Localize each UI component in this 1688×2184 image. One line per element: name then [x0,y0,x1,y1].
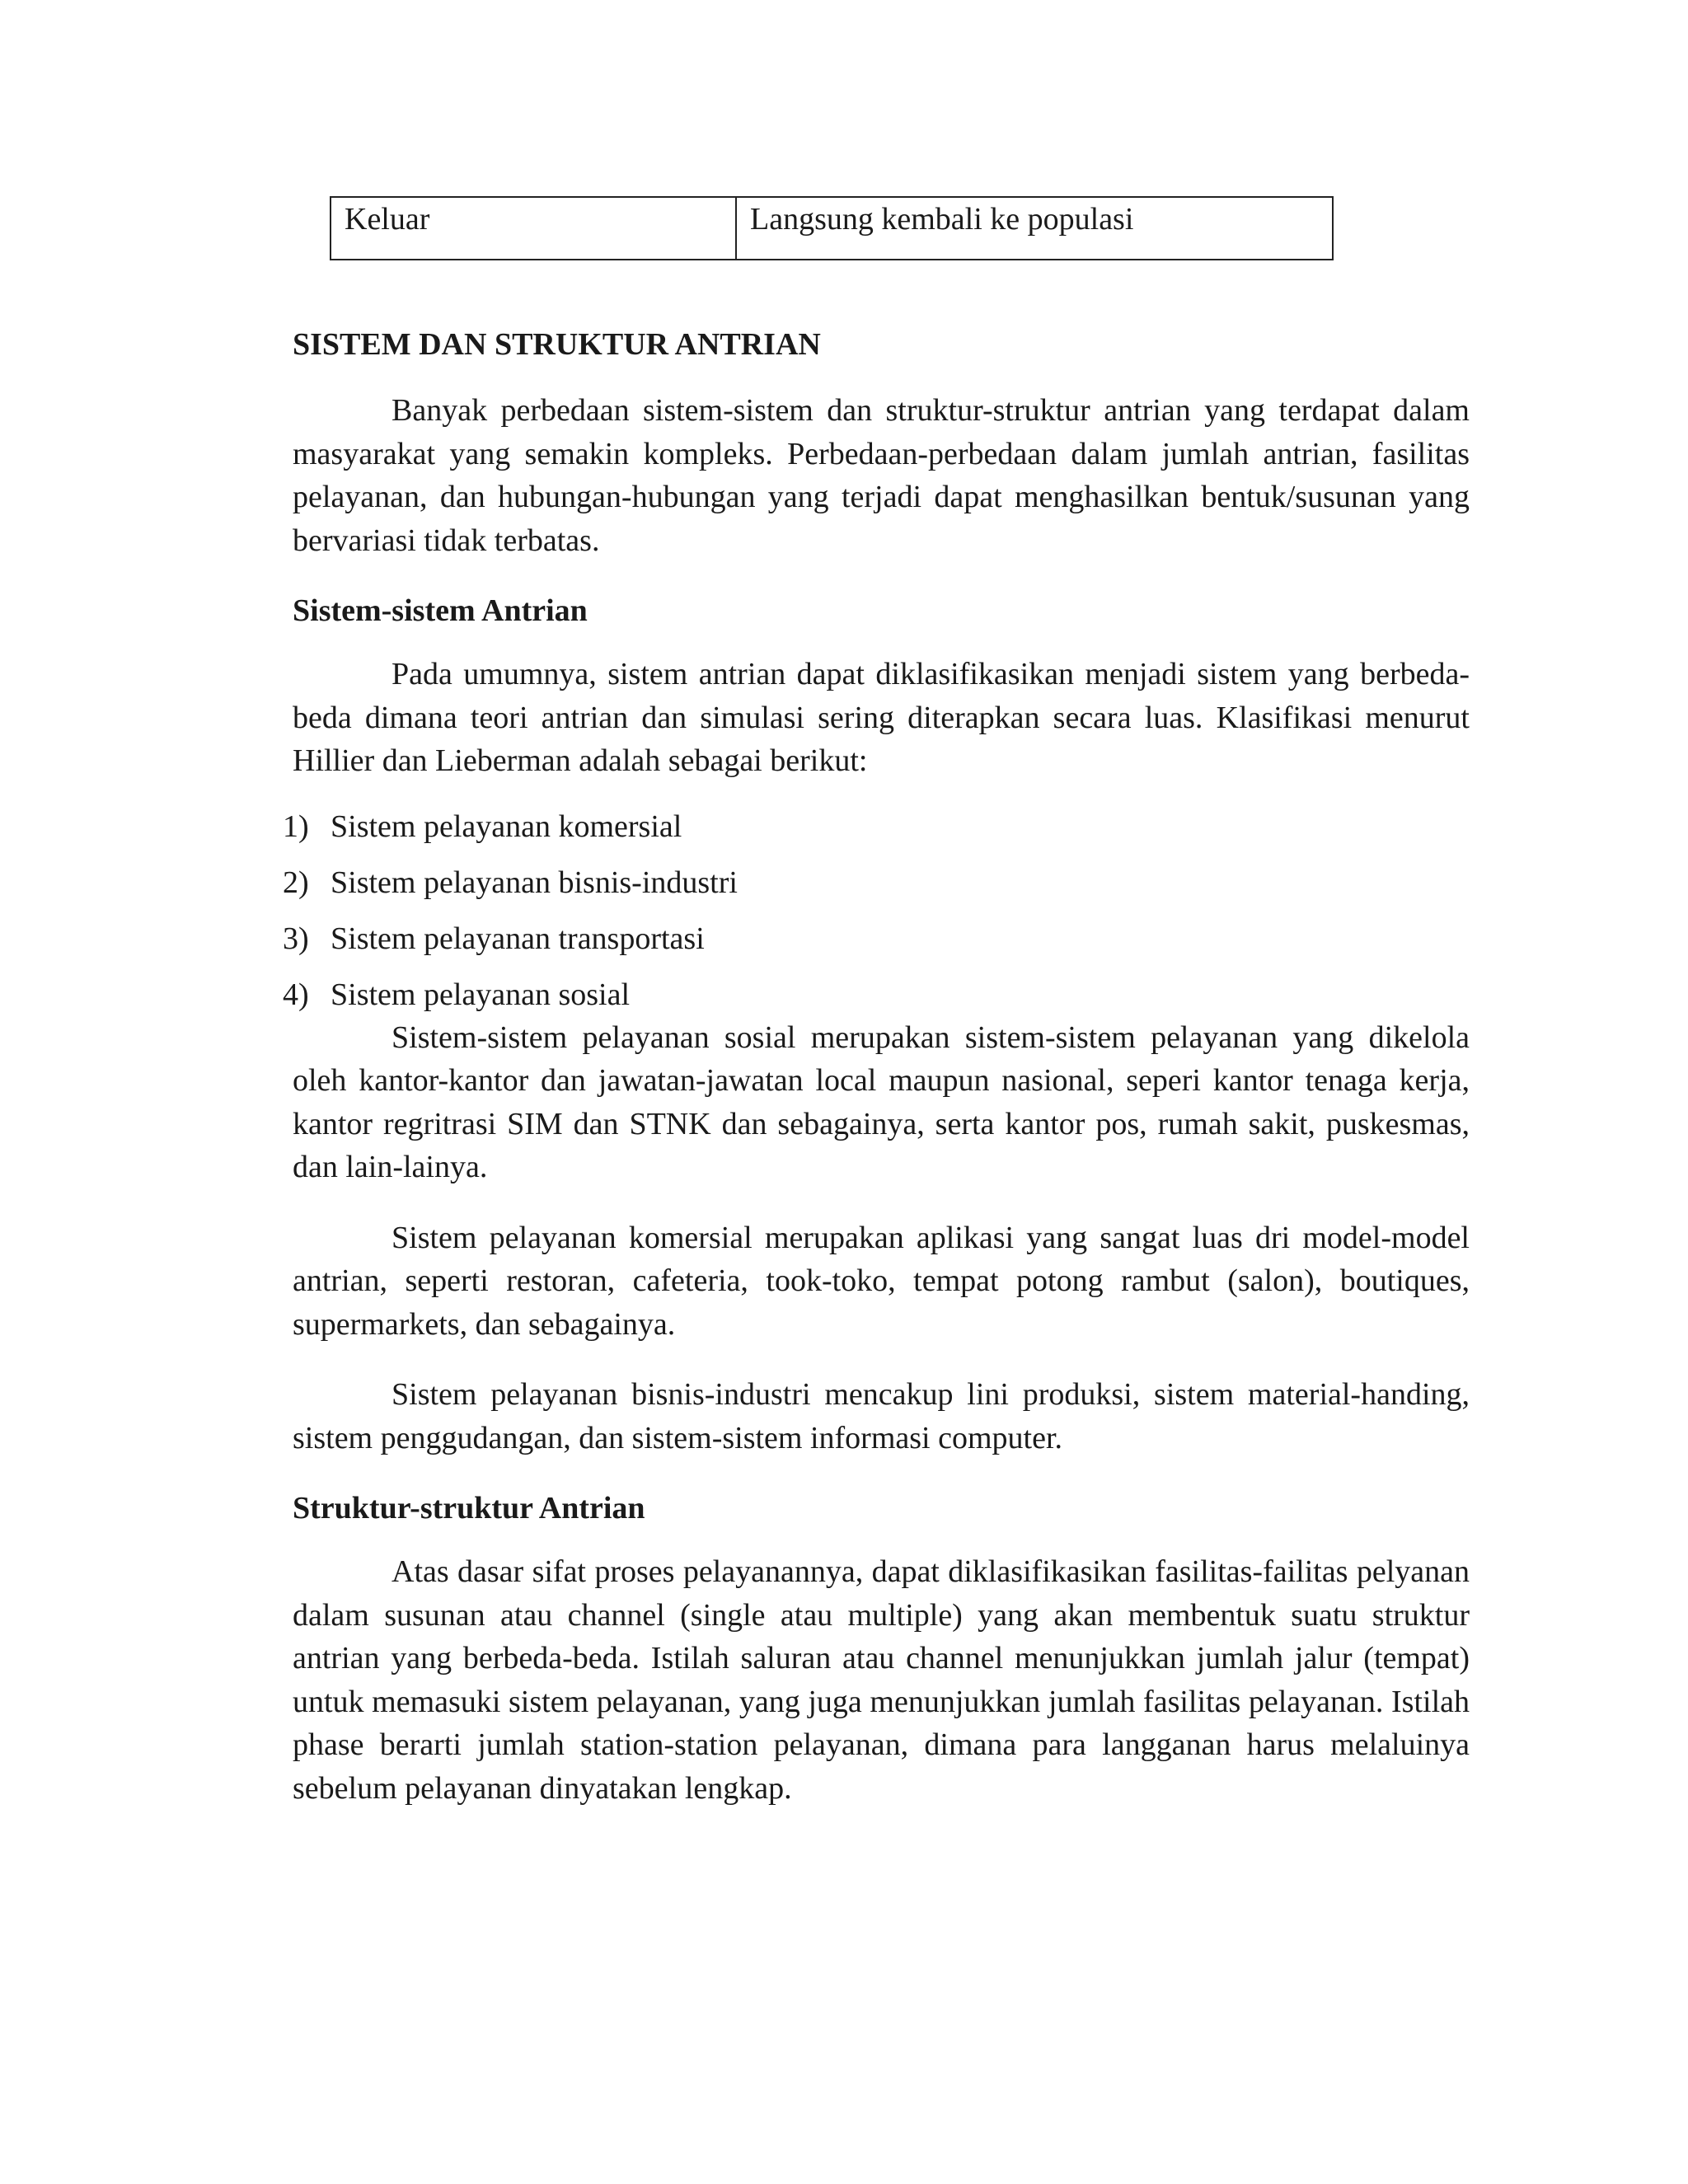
table-row [331,197,1333,260]
list-text: Sistem pelayanan bisnis-industri [331,865,738,900]
paragraph-sistem: Pada umumnya, sistem antrian dapat diklasifikasikan menjadi sistem yang berbeda-beda dimana teori antrian dan simulasi sering diterapkan secara luas. Klasifikasi menurut Hillier dan Lieberman adalah sebagai berikut: [293,657,1470,778]
paragraph-intro: Banyak perbedaan sistem-sistem dan struktur-struktur antrian yang terdapat dalam masyarakat yang semakin kompleks. Perbedaan-perbedaan dalam jumlah antrian, fasilitas pelayanan, dan hubungan-hubungan yang terjadi dapat menghasilkan bentuk/susunan yang bervariasi tidak terbatas. [293,393,1470,558]
paragraph-bisnis: Sistem pelayanan bisnis-industri mencakup lini produksi, sistem material-handing, sistem penggudangan, dan sistem-sistem informasi computer. [293,1377,1470,1455]
list-number: 4) [283,977,309,1012]
list-item [283,917,1470,960]
subsection-heading-sistem: Sistem-sistem Antrian [293,593,588,628]
paragraph-komersial: Sistem pelayanan komersial merupakan aplikasi yang sangat luas dri model-model antrian, seperti restoran, cafeteria, took-toko, tempat potong rambut (salon), boutiques, supermarkets, dan sebagainya. [293,1220,1470,1342]
classification-list [283,805,1470,1016]
paragraph-struktur: Atas dasar sifat proses pelayanannya, dapat diklasifikasikan fasilitas-failitas pelyanan dalam susunan atau channel (single atau multiple) yang akan membentuk suatu struktur antrian yang berbeda-beda. Istilah saluran atau channel menunjukkan jumlah jalur (tempat) untuk memasuki sistem pelayanan, yang juga menunjukkan jumlah fasilitas pelayanan. Istilah phase berarti jumlah station-station pelayanan, dimana para langganan harus melaluinya sebelum pelayanan dinyatakan lengkap. [293,1554,1470,1806]
list-number: 1) [283,808,309,844]
list-number: 3) [283,921,309,956]
list-item [283,861,1470,904]
table-cell: Keluar [331,197,736,260]
list-text: Sistem pelayanan transportasi [331,921,705,956]
document-body [283,323,1470,1837]
subsection-heading-struktur: Struktur-struktur Antrian [293,1491,645,1526]
section-heading: SISTEM DAN STRUKTUR ANTRIAN [293,327,821,362]
list-number: 2) [283,865,309,900]
list-item [283,805,1470,848]
table-cell: Langsung kembali ke populasi [736,197,1333,260]
table-fragment [330,196,1334,260]
paragraph-sosial: Sistem-sistem pelayanan sosial merupakan sistem-sistem pelayanan yang dikelola oleh kantor-kantor dan jawatan-jawatan local maupun nasional, seperi kantor tenaga kerja, kantor regritrasi SIM dan STNK dan sebagainya, serta kantor pos, rumah sakit, puskesmas, dan lain-lainya. [293,1019,1470,1184]
data-table [330,196,1334,260]
list-text: Sistem pelayanan komersial [331,808,682,844]
list-item [283,973,1470,1016]
list-text: Sistem pelayanan sosial [331,977,631,1012]
